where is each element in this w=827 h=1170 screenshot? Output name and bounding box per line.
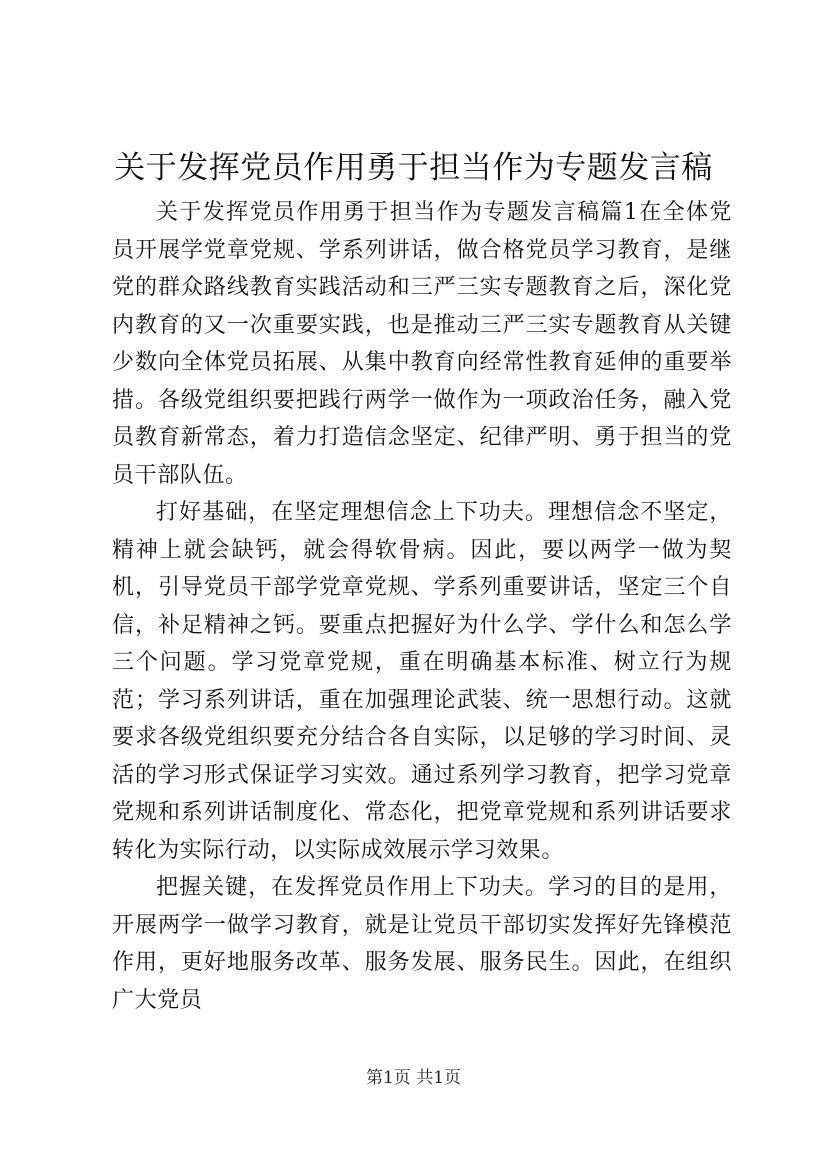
paragraph-1: 关于发挥党员作用勇于担当作为专题发言稿篇1在全体党员开展学党章党规、学系列讲话，做合格党员学习教育，是继党的群众路线教育实践活动和三严三实专题教育之后，深化党内教育的又一次重要实践，也是推动三严三实专题教育从关键少数向全体党员拓展、从集中教育向经常性教育延伸的重要举措。各级党组织要把践行两学一做作为一项政治任务，融入党员教育新常态，着力打造信念坚定、纪律严明、勇于担当的党员干部队伍。 (112, 200, 732, 488)
document-title: 关于发挥党员作用勇于担当作为专题发言稿 (114, 150, 713, 186)
paragraph-2: 打好基础，在坚定理想信念上下功夫。理想信念不坚定，精神上就会缺钙，就会得软骨病。因此，要以两学一做为契机，引导党员干部学党章党规、学系列重要讲话，坚定三个自信，补足精神之钙。要重点把握好为什么学、学什么和怎么学三个问题。学习党章党规，重在明确基本标准、树立行为规范；学习系列讲话，重在加强理论武装、统一思想行动。这就要求各级党组织要充分结合各自实际，以足够的学习时间、灵活的学习形式保证学习实效。通过系列学习教育，把学习党章党规和系列讲话制度化、常态化，把党章党规和系列讲话要求转化为实际行动，以实际成效展示学习效果。 (112, 500, 732, 863)
paragraph-3: 把握关键，在发挥党员作用上下功夫。学习的目的是用，开展两学一做学习教育，就是让党员干部切实发挥好先锋模范作用，更好地服务改革、服务发展、服务民生。因此，在组织广大党员 (112, 875, 732, 1013)
page-footer: 第1页 共1页 (365, 1068, 462, 1088)
document-body (112, 194, 732, 1019)
